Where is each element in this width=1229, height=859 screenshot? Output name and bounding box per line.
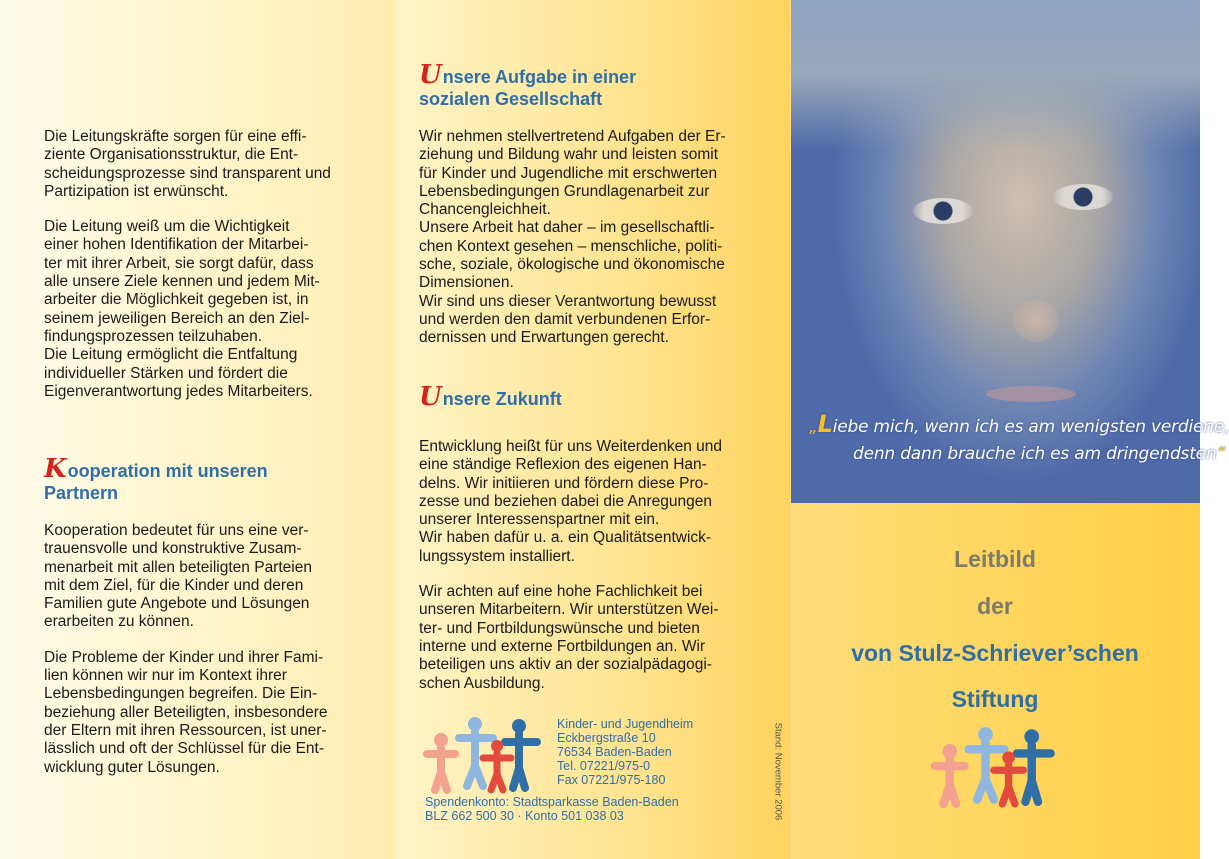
address-line: 76534 Baden-Baden [557, 745, 672, 759]
task-text [419, 128, 784, 348]
cover-title-der: der [977, 593, 1013, 619]
stand-date: Stand: November 2006 [772, 722, 784, 821]
cooperation-paragraph: Kooperation bedeutet für uns eine ver- trauensvolle und konstruktive Zusam- menarbeit mit allen beteiligten Parteien mit dem Ziel, für die Kinder und deren Familien gute Angebote und Lösungen erarbeiten zu können. [44, 522, 312, 631]
bank-line: Spendenkonto: Stadtsparkasse Baden-Baden [425, 795, 679, 809]
heading-initial: K [44, 454, 67, 484]
photo-nose [1013, 300, 1059, 342]
future-text [419, 438, 784, 693]
photo-hair [791, 0, 1200, 150]
future-heading [419, 382, 769, 412]
cover-title-leitbild: Leitbild [954, 546, 1036, 572]
heading-text: ooperation mit unseren Partnern [44, 461, 268, 503]
task-heading [419, 60, 769, 110]
leadership-paragraph: Die Leitungskräfte sorgen für eine effi- ziente Organisationsstruktur, die Ent- scheidungsprozesse sind transparent und Partizipation ist erwünscht. [44, 128, 331, 200]
panel-left [0, 0, 397, 859]
photo-eye-right [1053, 184, 1113, 210]
heading-text: nsere Aufgabe in einer sozialen Gesellschaft [419, 67, 637, 109]
address-line: Eckbergstraße 10 [557, 731, 656, 745]
bank-block [425, 795, 679, 823]
photo-eye-left [913, 198, 973, 224]
address-line: Tel. 07221/975-0 [557, 759, 651, 773]
column-1-text [44, 128, 374, 401]
quote-line-1: „Liebe mich, wenn ich es am wenigsten verdiene, [809, 410, 1229, 438]
heading-initial: U [419, 382, 442, 412]
address-line: Kinder- und Jugendheim [557, 717, 694, 731]
quote-line-2: denn dann brauche ich es am dringendsten“ [853, 444, 1226, 464]
heading-initial: U [419, 60, 442, 90]
family-logo-small [419, 714, 551, 792]
column-1-text-lower [44, 522, 374, 777]
identification-paragraph: Die Leitung weiß um die Wichtigkeit einer hohen Identifikation der Mitarbei- ter mit ihrer Arbeit, sie sorgt dafür, dass alle unsere Ziele kennen und jedem Mit- arbeiter die Möglichkeit gegeben ist, in seinem jeweiligen Bereich an den Ziel- findungsprozessen teilzuhaben. Die Leitung ermöglicht die Entfaltung individueller Stärken und fördert die Eigenverantwortung jedes Mitarbeiters. [44, 218, 320, 400]
cover-title-foundation-name: von Stulz-Schriever’schen [851, 640, 1139, 666]
development-paragraph: Entwicklung heißt für uns Weiterdenken und eine ständige Reflexion des eigenen Han- delns. Wir initiieren und fördern diese Pro- zesse und beziehen dabei die Anregungen unserer Interessenspartner mit ein. Wir haben dafür u. a. ein Qualitätsentwick- lungssystem installiert. [419, 438, 722, 565]
bank-line: BLZ 662 500 30 · Konto 501 038 03 [425, 809, 624, 823]
photo-mouth [986, 386, 1076, 402]
panel-middle [397, 0, 790, 859]
cover-title-stiftung: Stiftung [951, 686, 1039, 712]
cover-photo [791, 0, 1229, 503]
cooperation-heading [44, 454, 374, 504]
address-block [557, 717, 693, 787]
address-line: Fax 07221/975-180 [557, 773, 666, 787]
family-logo-large [926, 724, 1066, 806]
expertise-paragraph: Wir achten auf eine hohe Fachlichkeit bei unseren Mitarbeitern. Wir unterstützen Wei- ter- und Fortbildungswünsche und bieten interne und externe Fortbildungen an. Wir beteiligen uns aktiv an der sozialpädagogi- schen Ausbildung. [419, 583, 719, 692]
task-paragraph: Wir nehmen stellvertretend Aufgaben der Er- ziehung und Bildung wahr und leisten somit für Kinder und Jugendliche mit erschwerten Lebensbedingungen Grundlagenarbeit zur Chancengleichheit. Unsere Arbeit hat daher – im gesellschaftli- chen Kontext gesehen – menschliche, politi- sche, soziale, ökologische und ökonomische Dimensionen. Wir sind uns dieser Verantwortung bewusst und werden den damit verbundenen Erfor- dernissen und Erwartungen gerecht. [419, 128, 726, 347]
heading-text: nsere Zukunft [442, 389, 562, 409]
problems-paragraph: Die Probleme der Kinder und ihrer Fami- lien können wir nur im Kontext ihrer Lebensbedingungen begreifen. Die Ein- beziehung aller Beteiligten, insbesondere der Eltern mit ihren Ressourcen, ist uner- lässlich und oft der Schlüssel für die Ent- wicklung guter Lösungen. [44, 648, 328, 776]
